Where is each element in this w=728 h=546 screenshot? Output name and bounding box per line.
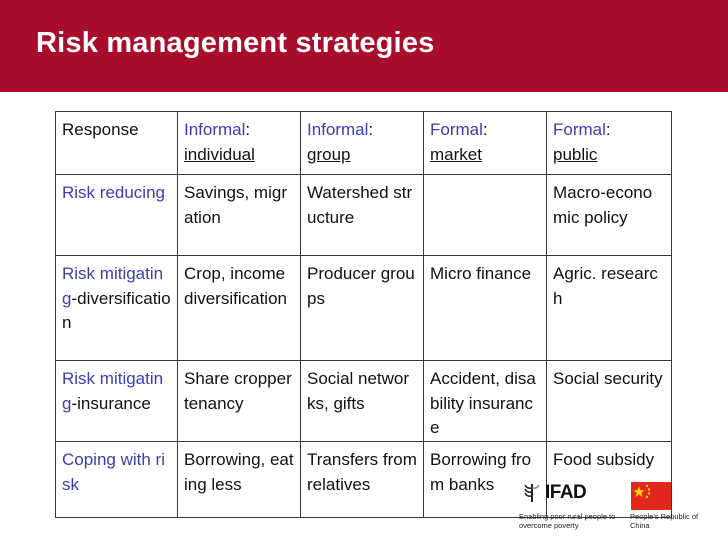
table-row [56,361,672,442]
table-cell: Savings, migration [178,175,301,256]
table-cell: Accident, disability insurance [424,361,547,442]
table-header-row [56,112,672,175]
table-cell: Borrowing from banks [424,442,547,518]
table-row [56,175,672,256]
header-type-label: Formal [553,120,606,139]
country-label: People's Republic of China [630,512,699,530]
table-cell: Macro-economic policy [547,175,672,256]
table-cell: Agric. research [547,256,672,361]
header-informal-individual: Informal: individual [178,112,301,175]
header-informal-group: Informal: group [301,112,424,175]
header-subtype-label: group [307,144,351,164]
table-cell: Social security [547,361,672,442]
table-cell: Food subsidy [547,442,672,518]
sponsor-logos [513,478,723,538]
header-type-label: Formal [430,120,483,139]
header-type-label: Informal [307,120,369,139]
ifad-tagline: Enabling poor rural people to overcome poverty [519,512,616,530]
table-cell: Share cropper tenancy [178,361,301,442]
table-cell: Borrowing, eating less [178,442,301,518]
table-cell: Transfers from relatives [301,442,424,518]
table-cell: Producer groups [301,256,424,361]
ifad-wheat-logo-icon [521,482,543,504]
header-response: Response [56,112,178,175]
table-cell: Micro finance [424,256,547,361]
header-formal-public: Formal: public [547,112,672,175]
table-cell: Social networks, gifts [301,361,424,442]
header-type-label: Informal [184,120,246,139]
header-subtype-label: public [553,144,598,164]
ifad-name: IFAD [545,482,587,503]
china-flag-icon [631,482,671,510]
header-subtype-label: market [430,144,482,164]
title-bar [0,0,728,92]
strategy-table [55,111,672,518]
table-cell [424,175,547,256]
row-label: Risk mitigating-diversification [56,256,178,361]
row-label: Risk mitigating-insurance [56,361,178,442]
header-subtype-label: individual [184,144,255,164]
row-label: Risk reducing [56,175,178,256]
slide-title: Risk management strategies [36,27,435,59]
table-cell: Watershed structure [301,175,424,256]
table-row [56,256,672,361]
table-cell: Crop, income diversification [178,256,301,361]
row-label: Coping with risk [56,442,178,518]
header-formal-market: Formal: market [424,112,547,175]
